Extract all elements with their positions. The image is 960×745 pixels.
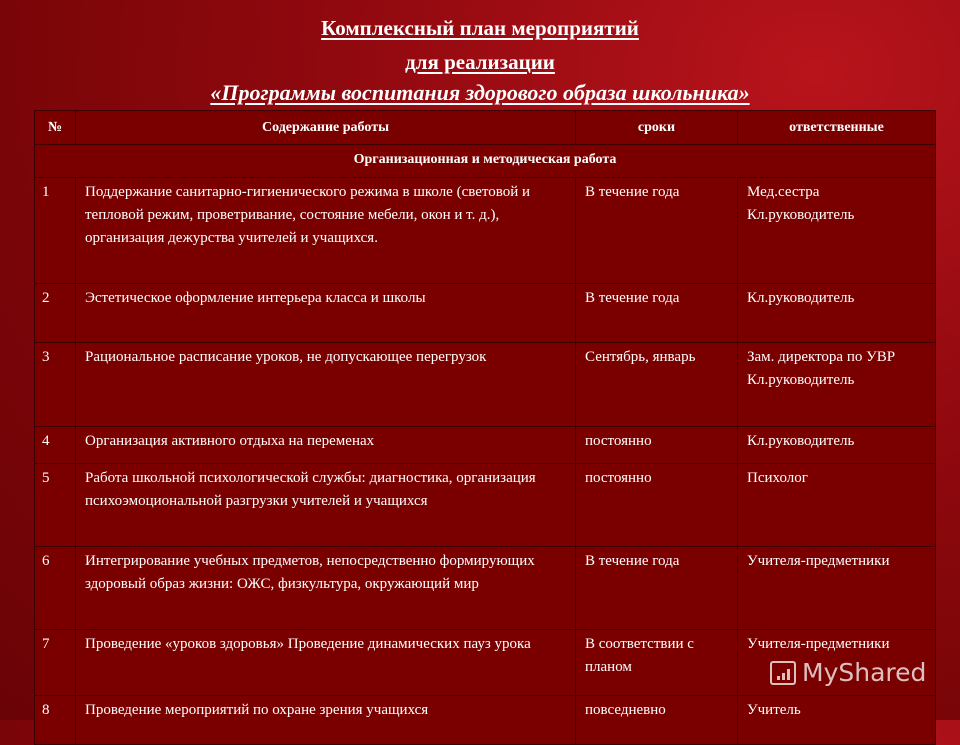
table-row [35, 284, 936, 343]
table-row [35, 343, 936, 427]
row-term: повседневно [576, 696, 738, 745]
title-line-3: «Программы воспитания здорового образа школьника» [210, 80, 750, 105]
row-number: 5 [35, 464, 76, 547]
section-row [35, 145, 936, 178]
watermark [770, 658, 926, 687]
row-responsible: Кл.руководитель [738, 284, 936, 343]
header-num: № [35, 111, 76, 145]
section-title: Организационная и методическая работа [35, 145, 936, 178]
table-row [35, 547, 936, 630]
row-term: В течение года [576, 547, 738, 630]
table-row [35, 696, 936, 745]
plan-table [34, 110, 936, 745]
row-content: Проведение «уроков здоровья» Проведение динамических пауз урока [76, 630, 576, 696]
row-content: Поддержание санитарно-гигиенического режима в школе (световой и тепловой режим, проветривание, состояние мебели, окон и т. д.), организация дежурства учителей и учащихся. [76, 178, 576, 284]
row-responsible: Учитель [738, 696, 936, 745]
row-number: 7 [35, 630, 76, 696]
header-content: Содержание работы [76, 111, 576, 145]
row-responsible: Учителя-предметники [738, 630, 936, 696]
row-term: постоянно [576, 427, 738, 464]
title-line-2: для реализации [405, 50, 555, 74]
row-number: 8 [35, 696, 76, 745]
header-term: сроки [576, 111, 738, 145]
row-responsible: Учителя-предметники [738, 547, 936, 630]
header-row [35, 111, 936, 145]
watermark-text: MyShared [802, 658, 927, 687]
row-responsible: Кл.руководитель [738, 427, 936, 464]
row-term: постоянно [576, 464, 738, 547]
row-responsible: Психолог [738, 464, 936, 547]
row-content: Рациональное расписание уроков, не допускающее перегрузок [76, 343, 576, 427]
row-number: 1 [35, 178, 76, 284]
row-content: Интегрирование учебных предметов, непосредственно формирующих здоровый образ жизни: ОЖС, физкультура, окружающий мир [76, 547, 576, 630]
title-line-1: Комплексный план мероприятий [321, 16, 639, 40]
row-responsible: Мед.сестра Кл.руководитель [738, 178, 936, 284]
row-number: 3 [35, 343, 76, 427]
presentation-icon [770, 661, 796, 685]
row-responsible: Зам. директора по УВР Кл.руководитель [738, 343, 936, 427]
row-term: Сентябрь, январь [576, 343, 738, 427]
row-content: Работа школьной психологической службы: диагностика, организация психоэмоциональной разгрузки учителей и учащихся [76, 464, 576, 547]
table-row [35, 427, 936, 464]
header-responsible: ответственные [738, 111, 936, 145]
row-term: В соответствии с планом [576, 630, 738, 696]
row-content: Организация активного отдыха на переменах [76, 427, 576, 464]
table-row [35, 464, 936, 547]
row-number: 6 [35, 547, 76, 630]
row-content: Проведение мероприятий по охране зрения учащихся [76, 696, 576, 745]
row-number: 2 [35, 284, 76, 343]
row-term: В течение года [576, 284, 738, 343]
row-content: Эстетическое оформление интерьера класса и школы [76, 284, 576, 343]
table-row [35, 178, 936, 284]
row-number: 4 [35, 427, 76, 464]
row-term: В течение года [576, 178, 738, 284]
